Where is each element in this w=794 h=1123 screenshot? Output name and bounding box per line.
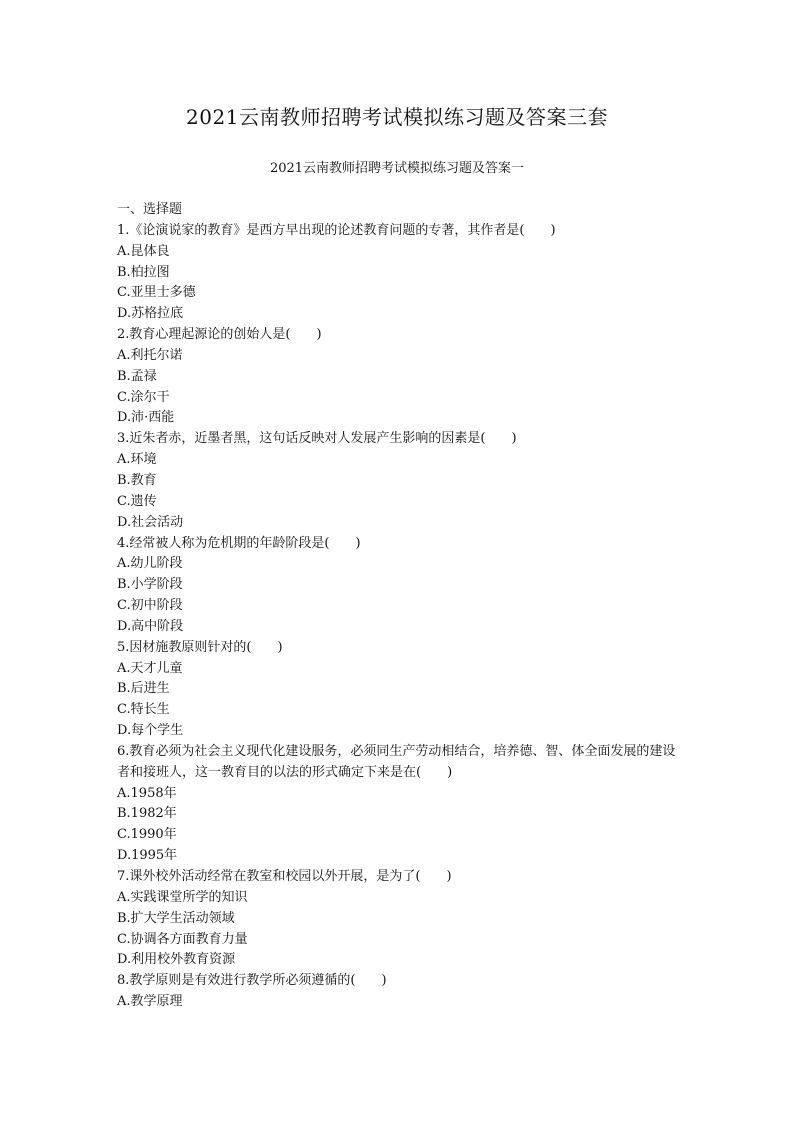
section-heading: 一、选择题 <box>117 202 183 217</box>
document-body <box>117 200 677 1013</box>
question-text: 8.教学原则是有效进行教学所必须遵循的( ) <box>117 973 387 989</box>
option-b: B.孟禄 <box>117 368 157 384</box>
question-7 <box>117 867 677 971</box>
option-d: D.1995年 <box>117 848 178 864</box>
question-text: 3.近朱者赤，近墨者黑，这句话反映对人发展产生影响的因素是( ) <box>117 431 517 447</box>
option-c: C.遗传 <box>117 493 157 509</box>
option-c: C.涂尔干 <box>117 389 170 405</box>
question-text: 4.经常被人称为危机期的年龄阶段是( ) <box>117 535 361 551</box>
question-5 <box>117 638 677 742</box>
question-text: 5.因材施教原则针对的( ) <box>117 639 283 655</box>
option-d: D.高中阶段 <box>117 618 184 634</box>
document-subtitle: 2021云南教师招聘考试模拟练习题及答案一 <box>269 161 525 176</box>
option-a: A.幼儿阶段 <box>117 556 183 572</box>
question-text: 7.课外校外活动经常在教室和校园以外开展，是为了( ) <box>117 869 452 884</box>
option-b: B.后进生 <box>117 681 170 697</box>
option-c: C.初中阶段 <box>117 598 183 614</box>
question-text: 1.《论演说家的教育》是西方早出现的论述教育问题的专著，其作者是( ) <box>117 222 556 238</box>
question-3 <box>117 429 677 533</box>
option-a: A.天才儿童 <box>117 660 183 676</box>
option-d: D.每个学生 <box>117 723 184 739</box>
option-b: B.教育 <box>117 472 157 488</box>
option-d: D.沛·西能 <box>117 410 175 426</box>
option-a: A.1958年 <box>117 785 177 801</box>
question-2 <box>117 325 677 429</box>
option-a: A.环境 <box>117 452 157 468</box>
option-d: D.利用校外教育资源 <box>117 952 236 968</box>
option-c: C.特长生 <box>117 702 170 718</box>
question-text: 6.教育必须为社会主义现代化建设服务，必须同生产劳动相结合，培养德、智、体全面发展的建设者和接班人，这一教育目的以法的形式确定下来是在( ) <box>117 743 676 780</box>
option-d: D.苏格拉底 <box>117 306 184 322</box>
option-a: A.教学原理 <box>117 994 183 1010</box>
option-b: B.扩大学生活动领域 <box>117 910 235 926</box>
option-d: D.社会活动 <box>117 514 184 530</box>
option-c: C.亚里士多德 <box>117 285 196 301</box>
question-1 <box>117 221 677 325</box>
option-c: C.1990年 <box>117 827 177 843</box>
option-b: B.柏拉图 <box>117 264 170 280</box>
question-text: 2.教育心理起源论的创始人是( ) <box>117 327 322 343</box>
option-b: B.小学阶段 <box>117 577 183 593</box>
option-a: A.利托尔诺 <box>117 347 183 363</box>
option-b: B.1982年 <box>117 806 177 822</box>
document-title: 2021云南教师招聘考试模拟练习题及答案三套 <box>186 105 608 129</box>
question-6 <box>117 742 677 867</box>
option-a: A.昆体良 <box>117 243 170 259</box>
option-c: C.协调各方面教育力量 <box>117 931 248 947</box>
question-8 <box>117 971 677 1013</box>
question-4 <box>117 534 677 638</box>
option-a: A.实践课堂所学的知识 <box>117 889 248 905</box>
